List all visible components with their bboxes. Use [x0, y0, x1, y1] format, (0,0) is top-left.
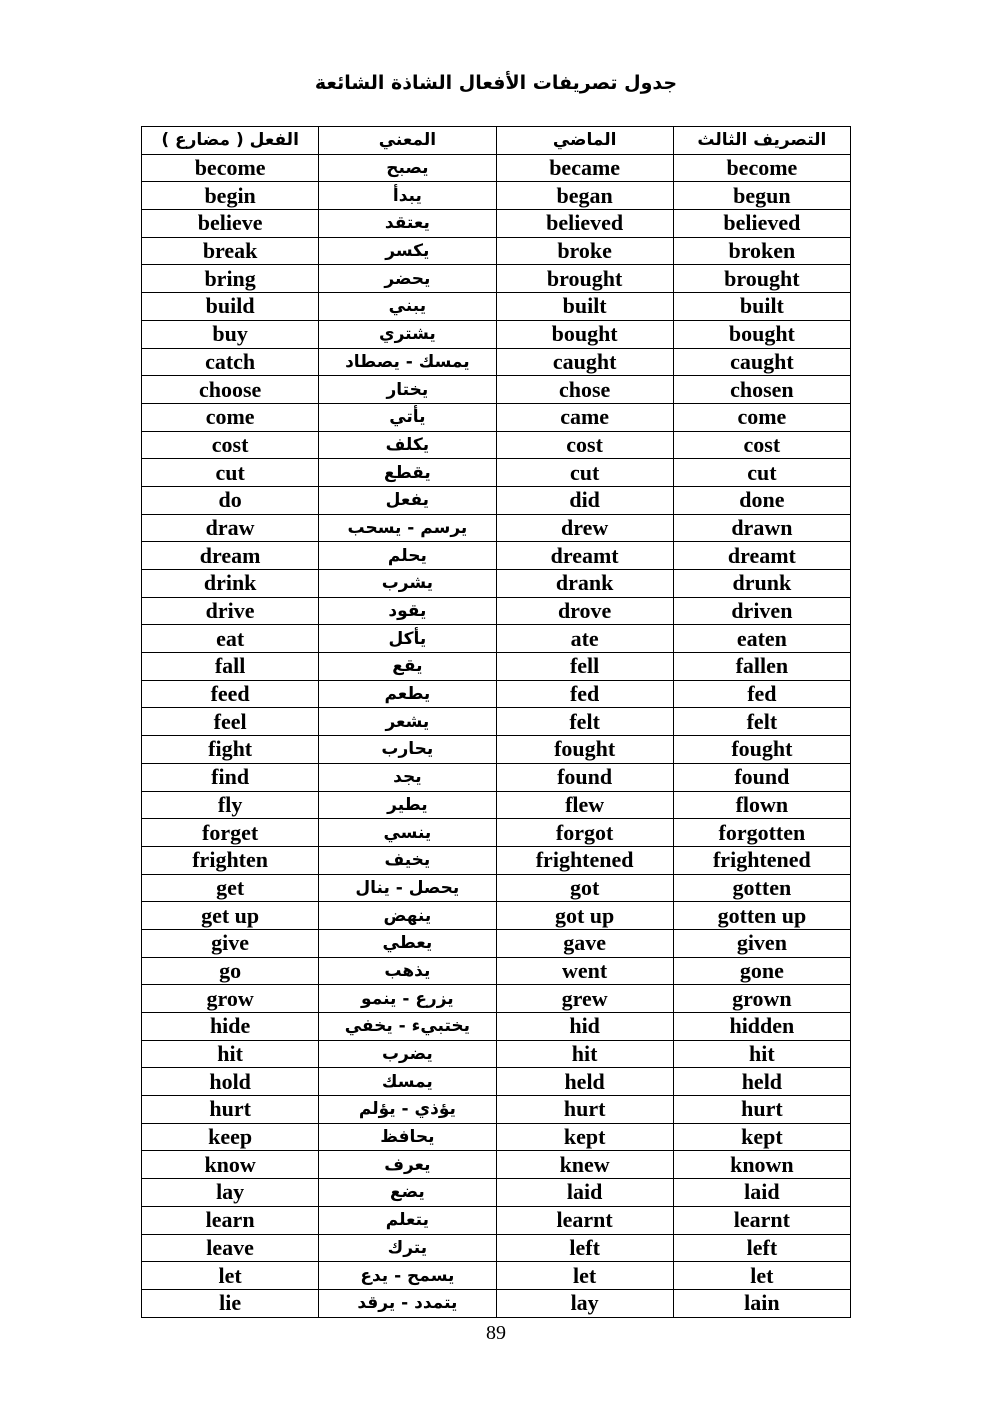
meaning-cell: يرسم - يسحب [319, 514, 496, 542]
past-cell: forgot [496, 819, 673, 847]
participle-cell: laid [673, 1179, 850, 1207]
verb-cell: lie [142, 1289, 319, 1317]
participle-cell: frightened [673, 846, 850, 874]
meaning-cell: يختار [319, 376, 496, 404]
meaning-cell: يكلف [319, 431, 496, 459]
meaning-cell: يشرب [319, 570, 496, 598]
meaning-cell: يعطي [319, 929, 496, 957]
table-row [142, 1206, 851, 1234]
verb-cell: get [142, 874, 319, 902]
meaning-cell: ينهض [319, 902, 496, 930]
verb-cell: do [142, 486, 319, 514]
table-row [142, 320, 851, 348]
table-row [142, 1123, 851, 1151]
past-cell: cost [496, 431, 673, 459]
table-header-row [142, 127, 851, 155]
verb-cell: come [142, 403, 319, 431]
past-cell: chose [496, 376, 673, 404]
table-row [142, 680, 851, 708]
participle-cell: hidden [673, 1013, 850, 1041]
table-row [142, 874, 851, 902]
participle-cell: become [673, 154, 850, 182]
table-row [142, 182, 851, 210]
verb-cell: build [142, 293, 319, 321]
table-row [142, 1013, 851, 1041]
verb-cell: leave [142, 1234, 319, 1262]
table-row [142, 154, 851, 182]
meaning-cell: يمسك [319, 1068, 496, 1096]
table-row [142, 1179, 851, 1207]
verb-cell: hit [142, 1040, 319, 1068]
verb-cell: cut [142, 459, 319, 487]
table-row [142, 348, 851, 376]
verb-cell: hold [142, 1068, 319, 1096]
past-cell: cut [496, 459, 673, 487]
meaning-cell: يفعل [319, 486, 496, 514]
meaning-cell: يطير [319, 791, 496, 819]
participle-cell: gotten up [673, 902, 850, 930]
past-cell: hid [496, 1013, 673, 1041]
participle-cell: known [673, 1151, 850, 1179]
participle-cell: brought [673, 265, 850, 293]
meaning-cell: يحافظ [319, 1123, 496, 1151]
past-cell: got [496, 874, 673, 902]
meaning-cell: يعتقد [319, 210, 496, 238]
participle-cell: felt [673, 708, 850, 736]
verb-cell: let [142, 1262, 319, 1290]
meaning-cell: يطعم [319, 680, 496, 708]
meaning-cell: يشعر [319, 708, 496, 736]
meaning-cell: يحضر [319, 265, 496, 293]
header-meaning: المعني [319, 127, 496, 155]
participle-cell: given [673, 929, 850, 957]
verb-cell: hurt [142, 1096, 319, 1124]
verb-cell: forget [142, 819, 319, 847]
verb-cell: believe [142, 210, 319, 238]
participle-cell: believed [673, 210, 850, 238]
table-row [142, 653, 851, 681]
header-verb: الفعل ( مضارع ) [142, 127, 319, 155]
participle-cell: done [673, 486, 850, 514]
verb-cell: keep [142, 1123, 319, 1151]
table-row [142, 210, 851, 238]
verb-cell: give [142, 929, 319, 957]
verb-cell: drink [142, 570, 319, 598]
past-cell: built [496, 293, 673, 321]
verb-cell: fly [142, 791, 319, 819]
table-row [142, 237, 851, 265]
page-title: جدول تصريفات الأفعال الشاذة الشائعة [314, 72, 678, 94]
past-cell: lay [496, 1289, 673, 1317]
table-row [142, 1096, 851, 1124]
past-cell: hit [496, 1040, 673, 1068]
participle-cell: let [673, 1262, 850, 1290]
past-cell: believed [496, 210, 673, 238]
header-participle: التصريف الثالث [673, 127, 850, 155]
meaning-cell: يضرب [319, 1040, 496, 1068]
participle-cell: caught [673, 348, 850, 376]
meaning-cell: ينسي [319, 819, 496, 847]
verb-cell: feed [142, 680, 319, 708]
meaning-cell: يصبح [319, 154, 496, 182]
table-row [142, 597, 851, 625]
past-cell: learnt [496, 1206, 673, 1234]
past-cell: came [496, 403, 673, 431]
verb-cell: cost [142, 431, 319, 459]
past-cell: ate [496, 625, 673, 653]
meaning-cell: يختبيء - يخفي [319, 1013, 496, 1041]
table-row [142, 763, 851, 791]
participle-cell: fallen [673, 653, 850, 681]
table-row [142, 708, 851, 736]
table-row [142, 459, 851, 487]
participle-cell: bought [673, 320, 850, 348]
participle-cell: eaten [673, 625, 850, 653]
participle-cell: drawn [673, 514, 850, 542]
meaning-cell: يمسك - يصطاد [319, 348, 496, 376]
table-row [142, 514, 851, 542]
meaning-cell: يسمح - يدع [319, 1262, 496, 1290]
verb-cell: hide [142, 1013, 319, 1041]
header-past: الماضي [496, 127, 673, 155]
past-cell: hurt [496, 1096, 673, 1124]
past-cell: went [496, 957, 673, 985]
participle-cell: hurt [673, 1096, 850, 1124]
table-row [142, 403, 851, 431]
verb-cell: buy [142, 320, 319, 348]
verb-cell: catch [142, 348, 319, 376]
table-row [142, 1068, 851, 1096]
past-cell: let [496, 1262, 673, 1290]
verb-cell: grow [142, 985, 319, 1013]
past-cell: drank [496, 570, 673, 598]
table-row [142, 929, 851, 957]
verb-cell: break [142, 237, 319, 265]
past-cell: flew [496, 791, 673, 819]
meaning-cell: يحلم [319, 542, 496, 570]
meaning-cell: يحارب [319, 736, 496, 764]
table-row [142, 902, 851, 930]
table-row [142, 736, 851, 764]
verb-cell: fight [142, 736, 319, 764]
verb-cell: lay [142, 1179, 319, 1207]
past-cell: became [496, 154, 673, 182]
past-cell: grew [496, 985, 673, 1013]
meaning-cell: يخيف [319, 846, 496, 874]
verb-cell: learn [142, 1206, 319, 1234]
verb-cell: know [142, 1151, 319, 1179]
participle-cell: fought [673, 736, 850, 764]
past-cell: found [496, 763, 673, 791]
meaning-cell: يؤذي - يؤلم [319, 1096, 496, 1124]
participle-cell: gotten [673, 874, 850, 902]
irregular-verbs-table [141, 126, 851, 1318]
participle-cell: broken [673, 237, 850, 265]
participle-cell: driven [673, 597, 850, 625]
participle-cell: drunk [673, 570, 850, 598]
meaning-cell: يتعلم [319, 1206, 496, 1234]
verb-cell: get up [142, 902, 319, 930]
page-number: 89 [486, 1322, 506, 1344]
meaning-cell: يشتري [319, 320, 496, 348]
table-row [142, 791, 851, 819]
table-row [142, 1234, 851, 1262]
verb-cell: go [142, 957, 319, 985]
participle-cell: fed [673, 680, 850, 708]
participle-cell: gone [673, 957, 850, 985]
table-row [142, 846, 851, 874]
past-cell: frightened [496, 846, 673, 874]
past-cell: gave [496, 929, 673, 957]
past-cell: fed [496, 680, 673, 708]
table-row [142, 570, 851, 598]
meaning-cell: يزرع - ينمو [319, 985, 496, 1013]
verb-cell: feel [142, 708, 319, 736]
table-row [142, 1151, 851, 1179]
table-row [142, 486, 851, 514]
meaning-cell: يحصل - ينال [319, 874, 496, 902]
meaning-cell: يبني [319, 293, 496, 321]
verb-cell: bring [142, 265, 319, 293]
table-row [142, 376, 851, 404]
past-cell: kept [496, 1123, 673, 1151]
table-row [142, 431, 851, 459]
past-cell: laid [496, 1179, 673, 1207]
participle-cell: cost [673, 431, 850, 459]
participle-cell: cut [673, 459, 850, 487]
participle-cell: left [673, 1234, 850, 1262]
past-cell: broke [496, 237, 673, 265]
meaning-cell: يأتي [319, 403, 496, 431]
meaning-cell: يقطع [319, 459, 496, 487]
table-row [142, 625, 851, 653]
participle-cell: come [673, 403, 850, 431]
verb-cell: dream [142, 542, 319, 570]
past-cell: held [496, 1068, 673, 1096]
meaning-cell: يذهب [319, 957, 496, 985]
participle-cell: flown [673, 791, 850, 819]
verb-cell: choose [142, 376, 319, 404]
verb-cell: eat [142, 625, 319, 653]
participle-cell: hit [673, 1040, 850, 1068]
meaning-cell: يعرف [319, 1151, 496, 1179]
meaning-cell: يبدأ [319, 182, 496, 210]
participle-cell: kept [673, 1123, 850, 1151]
meaning-cell: يقع [319, 653, 496, 681]
past-cell: began [496, 182, 673, 210]
table-row [142, 1040, 851, 1068]
meaning-cell: يأكل [319, 625, 496, 653]
past-cell: felt [496, 708, 673, 736]
meaning-cell: يقود [319, 597, 496, 625]
verb-cell: drive [142, 597, 319, 625]
past-cell: did [496, 486, 673, 514]
past-cell: brought [496, 265, 673, 293]
past-cell: caught [496, 348, 673, 376]
meaning-cell: يجد [319, 763, 496, 791]
table-row [142, 1262, 851, 1290]
verb-cell: frighten [142, 846, 319, 874]
verb-cell: fall [142, 653, 319, 681]
table-row [142, 293, 851, 321]
verb-cell: become [142, 154, 319, 182]
table-row [142, 819, 851, 847]
meaning-cell: يترك [319, 1234, 496, 1262]
past-cell: fell [496, 653, 673, 681]
participle-cell: dreamt [673, 542, 850, 570]
participle-cell: forgotten [673, 819, 850, 847]
participle-cell: lain [673, 1289, 850, 1317]
past-cell: knew [496, 1151, 673, 1179]
past-cell: drove [496, 597, 673, 625]
participle-cell: begun [673, 182, 850, 210]
participle-cell: built [673, 293, 850, 321]
verb-cell: find [142, 763, 319, 791]
table-row [142, 985, 851, 1013]
participle-cell: held [673, 1068, 850, 1096]
meaning-cell: يضع [319, 1179, 496, 1207]
table-row [142, 542, 851, 570]
participle-cell: chosen [673, 376, 850, 404]
table-row [142, 957, 851, 985]
verb-cell: draw [142, 514, 319, 542]
past-cell: got up [496, 902, 673, 930]
participle-cell: learnt [673, 1206, 850, 1234]
past-cell: left [496, 1234, 673, 1262]
past-cell: drew [496, 514, 673, 542]
table-row [142, 265, 851, 293]
participle-cell: found [673, 763, 850, 791]
table-row [142, 1289, 851, 1317]
participle-cell: grown [673, 985, 850, 1013]
meaning-cell: يتمدد - يرقد [319, 1289, 496, 1317]
meaning-cell: يكسر [319, 237, 496, 265]
past-cell: bought [496, 320, 673, 348]
past-cell: dreamt [496, 542, 673, 570]
verb-cell: begin [142, 182, 319, 210]
past-cell: fought [496, 736, 673, 764]
